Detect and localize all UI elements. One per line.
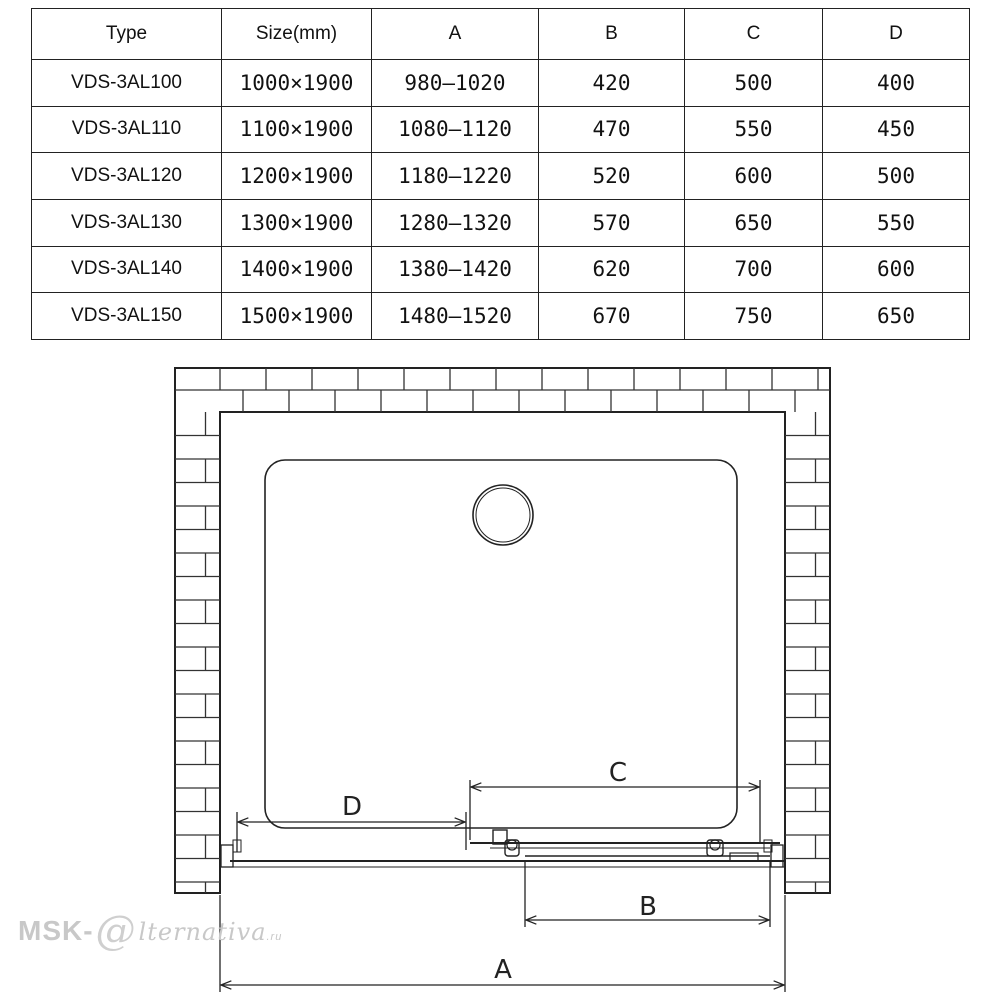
cell-b: 620: [539, 246, 685, 293]
header-a: A: [372, 9, 539, 60]
sliding-door-assembly: [221, 830, 785, 867]
cell-c: 650: [685, 199, 823, 246]
cell-size: 1100×1900: [222, 106, 372, 153]
header-size: Size(mm): [222, 9, 372, 60]
header-d: D: [823, 9, 970, 60]
header-b: B: [539, 9, 685, 60]
cell-size: 1300×1900: [222, 199, 372, 246]
cell-size: 1500×1900: [222, 293, 372, 340]
cell-a: 1380–1420: [372, 246, 539, 293]
header-type: Type: [32, 9, 222, 60]
cell-b: 520: [539, 153, 685, 200]
cell-a: 1180–1220: [372, 153, 539, 200]
label-a: A: [494, 955, 512, 985]
watermark-tld: .ru: [266, 931, 283, 943]
cell-d: 600: [823, 246, 970, 293]
cell-d: 400: [823, 60, 970, 107]
drain-outer: [473, 485, 533, 545]
cell-c: 500: [685, 60, 823, 107]
watermark-prefix: MSK-: [18, 915, 94, 946]
cell-type: VDS-3AL120: [32, 153, 222, 200]
tray-basin: [265, 460, 737, 828]
cell-d: 500: [823, 153, 970, 200]
cell-a: 1280–1320: [372, 199, 539, 246]
cell-a: 1480–1520: [372, 293, 539, 340]
cell-type: VDS-3AL150: [32, 293, 222, 340]
cell-size: 1400×1900: [222, 246, 372, 293]
label-c: C: [608, 758, 628, 788]
cell-type: VDS-3AL130: [32, 199, 222, 246]
cell-a: 980–1020: [372, 60, 539, 107]
cell-type: VDS-3AL140: [32, 246, 222, 293]
label-d: D: [341, 792, 363, 822]
cell-a: 1080–1120: [372, 106, 539, 153]
cell-type: VDS-3AL100: [32, 60, 222, 107]
cell-b: 670: [539, 293, 685, 340]
cell-c: 700: [685, 246, 823, 293]
cell-size: 1200×1900: [222, 153, 372, 200]
cell-size: 1000×1900: [222, 60, 372, 107]
cell-c: 550: [685, 106, 823, 153]
dimension-labels: [342, 758, 657, 985]
cell-d: 550: [823, 199, 970, 246]
wall-outline: [175, 368, 830, 893]
watermark-name: lternativa: [138, 918, 267, 946]
cell-b: 420: [539, 60, 685, 107]
drain-inner: [476, 488, 530, 542]
cell-c: 750: [685, 293, 823, 340]
cell-b: 570: [539, 199, 685, 246]
right-wall-profile: [771, 845, 783, 867]
label-b: B: [639, 892, 657, 922]
cell-b: 470: [539, 106, 685, 153]
left-wall-profile: [221, 845, 233, 867]
header-c: C: [685, 9, 823, 60]
shower-tray: [265, 460, 737, 828]
cell-type: VDS-3AL110: [32, 106, 222, 153]
cell-c: 600: [685, 153, 823, 200]
cell-d: 450: [823, 106, 970, 153]
cell-d: 650: [823, 293, 970, 340]
watermark-at: @: [95, 908, 137, 954]
brick-pattern: [175, 368, 830, 893]
brick-wall: [175, 368, 830, 893]
watermark: [18, 908, 282, 954]
door-stopper: [730, 853, 758, 861]
